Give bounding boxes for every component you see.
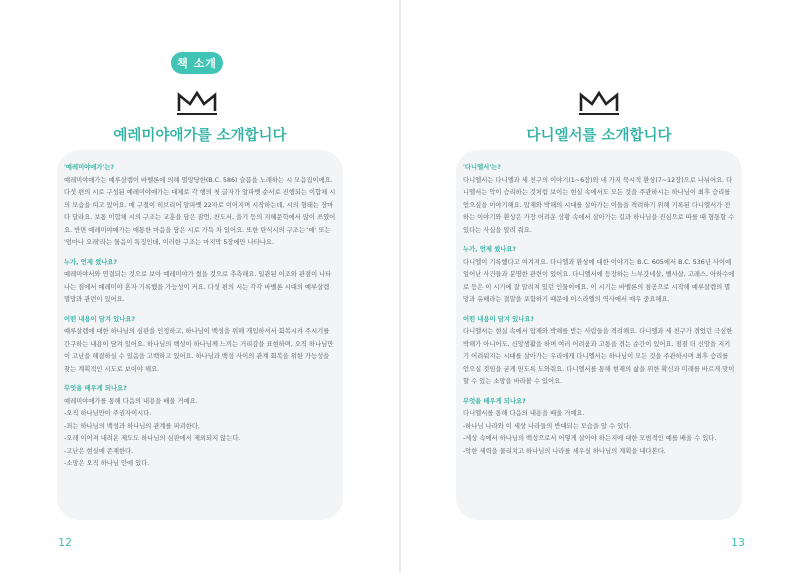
content-left bbox=[64, 162, 336, 475]
list-item: -오래 이어져 내려온 제도도 하나님의 심판에서 제외되지 않는다. bbox=[64, 435, 241, 442]
section-body: 다니엘이 기록했다고 여겨져요. 다니엘과 환상에 대한 이야기는 B.C. 605에서 B.C. 536년 사이에 일어난 사건들과 분명한 관련이 있어요. 다니엘서에 등장하는 느부갓네살, 벨사살, 고레스, 아하수에로 등은 이 시기에 잘 알려져 있던 인물이에요. 이 시기는 바벨론의 침공으로 시작해 예루살렘의 멸망과 유배라는 결말을 포함하기 때문에 이스라엘의 역사에서 매우 중요해요. bbox=[463, 258, 735, 303]
section-author-right bbox=[463, 244, 735, 307]
crown-icon bbox=[175, 90, 219, 116]
section-content-left bbox=[64, 314, 336, 377]
section-body: 예루살렘에 대한 하나님의 심판을 인정하고, 하나님이 백성을 위해 개입하셔서 회복시켜 주시기를 간구하는 내용이 담겨 있어요. 하나님의 백성이 하나님께 느끼는 거리감을 표현하며, 오직 하나님만이 고난을 해결하실 수 있음을 고백하고 있어요. 하나님과 백성 사이의 관계 회복을 위한 가능성을 찾는 계획적인 시도로 보이야 해요. bbox=[64, 328, 334, 373]
section-about-right bbox=[463, 162, 735, 237]
section-heading: 어떤 내용이 담겨 있나요? bbox=[64, 315, 136, 323]
section-lessons-left bbox=[64, 383, 336, 471]
list-item: -세상 속에서 하나님의 백성으로서 어떻게 살아야 하는지에 대한 모범적인 예를 배울 수 있다. bbox=[463, 435, 717, 442]
page-number-right: 13 bbox=[731, 536, 745, 549]
section-badge: 책 소개 bbox=[171, 52, 223, 74]
page-title-left: 예레미야애가를 소개합니다 bbox=[113, 128, 287, 144]
section-lessons-right bbox=[463, 396, 735, 459]
section-about-left bbox=[64, 162, 336, 250]
section-body: 예레미야서와 연결되는 것으로 보아 예레미야가 썼을 것으로 추측해요. 일관된 어조와 관점이 나타나는 점에서 예레미야 혼자 기록했을 가능성이 커요. 다섯 편의 시는 각각 바벨론 시대의 예루살렘 멸망과 관련이 있어요. bbox=[64, 271, 332, 303]
page-number-left: 12 bbox=[58, 536, 72, 549]
list-item: -죄는 하나님의 백성과 하나님의 관계를 파괴한다. bbox=[64, 422, 200, 430]
page-gutter bbox=[399, 0, 401, 573]
content-right bbox=[463, 162, 735, 462]
list-item: -오직 하나님만이 주권자이시다. bbox=[64, 410, 152, 417]
section-heading: 누가, 언제 썼나요? bbox=[64, 258, 118, 266]
crown-icon bbox=[577, 90, 621, 116]
section-heading: '예레미야애가'는? bbox=[64, 164, 115, 171]
section-body: 예레미야애가를 통해 다음의 내용을 배울 거예요. bbox=[64, 397, 198, 405]
section-content-right bbox=[463, 314, 735, 389]
section-heading: 어떤 내용이 담겨 있나요? bbox=[463, 315, 535, 323]
section-heading: 무엇을 배우게 되나요? bbox=[64, 385, 127, 392]
section-heading: '다니엘서'는? bbox=[463, 164, 501, 171]
list-item: -소망은 오직 하나님 안에 있다. bbox=[64, 460, 150, 467]
section-body: 예레미야애가는 예루살렘이 바벨론에 의해 멸망당한(B.C. 586) 슬픔을 노래하는 시 모음집이에요. 다섯 편의 시로 구성된 예레미야애가는 대체로 각 행의 첫 글자가 알파벳 순서로 진행되는 이합체 시의 모습을 띠고 있어요. 매 구절이 히브리어 알파벳 22자로 이어지며 시작하는데, 시의 형태는 장마다 달라요. 보통 이합체 시의 구조는 교훈을 담은 잠언, 찬도서, 을기 등의 지혜문학에서 많이 쓰였어요. 반면 예레미야애가는 애통한 마음을 담은 시로 가득 차 있어요. 또한 탄식시의 구조는 '애' 또는 '엄마나 오래'라는 물음이 특징인데, 이러한 구조는 마지막 5장에만 나타나요. bbox=[64, 176, 336, 246]
list-item: -고난은 현실에 존재한다. bbox=[64, 447, 134, 455]
section-heading: 무엇을 배우게 되나요? bbox=[463, 397, 526, 405]
section-heading: 누가, 언제 썼나요? bbox=[463, 246, 517, 253]
list-item: -하나님 나라와 이 세상 나라들의 반대되는 모습을 알 수 있다. bbox=[463, 422, 632, 430]
section-body: 다니엘서를 통해 다음의 내용을 배울 거예요. bbox=[463, 410, 585, 417]
section-body: 다니엘서는 현실 속에서 압제와 박해를 받는 사람들을 격려해요. 다니엘과 세 친구가 겪었던 극심한 박해가 아니어도, 신앙생활을 하며 여러 어려움과 고통을 겪는 순간이 있어요. 점점 더 신앙을 지키기 어려워지는 시대를 살아가는 우리에게 다니엘서는 하나님이 모든 것을 주관하시며 최후 승리를 얻으실 것임을 굳게 믿도록 도와줘요. 다니엘서를 통해 현재의 삶을 위한 확신과 미래를 바르게 맞이할 수 있는 소망을 바라볼 수 있어요. bbox=[463, 328, 735, 385]
page-title-right: 다니엘서를 소개합니다 bbox=[526, 128, 672, 144]
section-body: 다니엘서는 다니엘과 세 친구의 이야기(1~6장)와 네 가지 묵시적 환상(7~12장)으로 나뉘어요. 다니엘서는 악이 승리하는 것처럼 보이는 현실 속에서도 모든 것을 주관하시는 하나님이 최후 승리를 얻으심을 이야기해요. 압제와 박해의 시대를 살아가는 이들을 격려하기 위해 기록된 다니엘서가 전하는 이야기와 환상은 가장 어려운 상황 속에서 살아가는 길과 하나님을 진심으로 따를 때 형통할 수 있다는 사실을 알려 줘요. bbox=[463, 176, 735, 234]
list-item: -악한 세력을 물리치고 하나님의 나라를 세우실 하나님의 계획을 내다본다. bbox=[463, 447, 666, 455]
section-author-left bbox=[64, 257, 336, 307]
